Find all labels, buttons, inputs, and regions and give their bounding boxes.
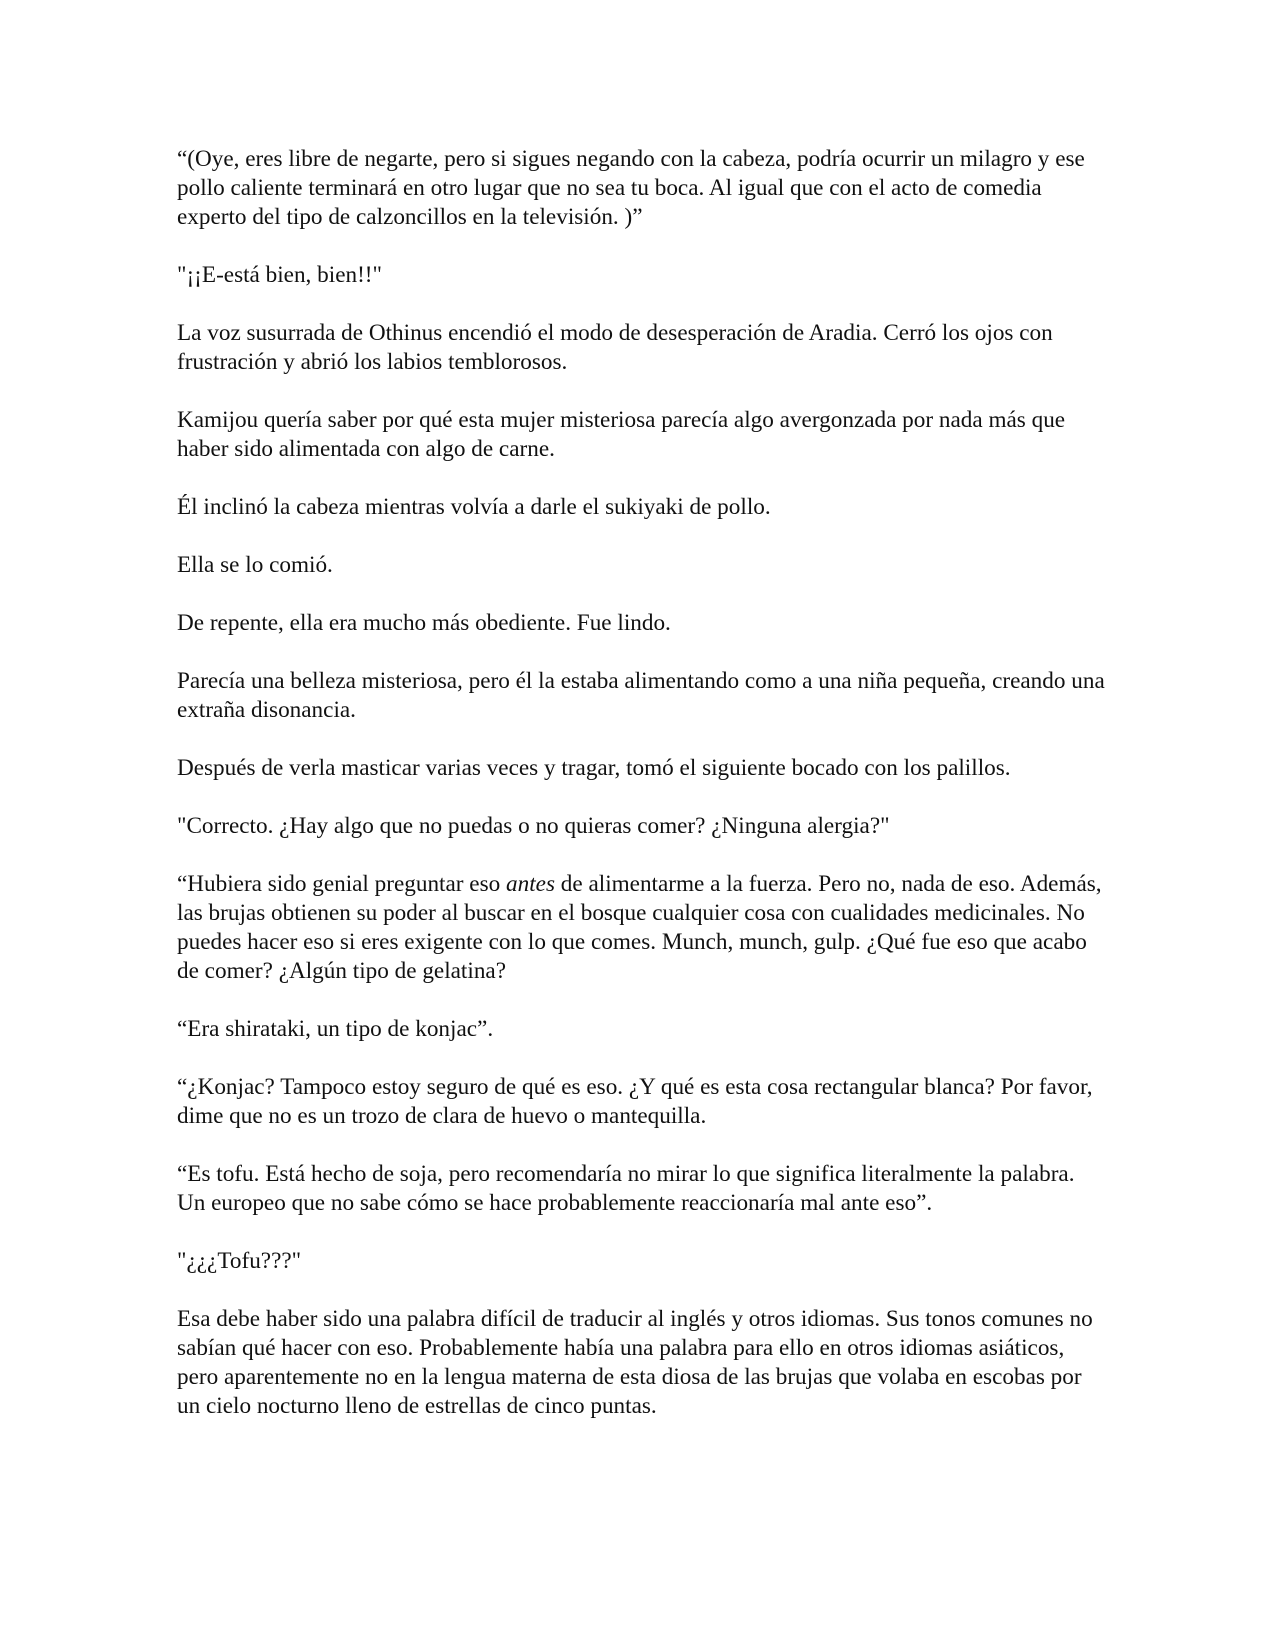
paragraph-1: “(Oye, eres libre de negarte, pero si sigues negando con la cabeza, podría ocurrir un milagro y ese pollo caliente terminará en otro lugar que no sea tu boca. Al igual que con el acto de comedia experto del tipo de calzoncillos en la televisión. )” (177, 146, 1085, 230)
paragraph-13: “¿Konjac? Tampoco estoy seguro de qué es eso. ¿Y qué es esta cosa rectangular blanca? Por favor, dime que no es un trozo de clara de huevo o mantequilla. (177, 1074, 1093, 1129)
paragraph-12: “Era shirataki, un tipo de konjac”. (177, 1016, 494, 1042)
paragraph-7: De repente, ella era mucho más obediente. Fue lindo. (177, 610, 671, 636)
paragraph-5: Él inclinó la cabeza mientras volvía a darle el sukiyaki de pollo. (177, 494, 771, 520)
paragraph-2: "¡¡E-está bien, bien!!" (177, 262, 382, 288)
paragraph-4: Kamijou quería saber por qué esta mujer misteriosa parecía algo avergonzada por nada más que haber sido alimentada con algo de carne. (177, 407, 1066, 462)
paragraph-15: "¿¿¿Tofu???" (177, 1248, 302, 1274)
paragraph-14: “Es tofu. Está hecho de soja, pero recomendaría no mirar lo que significa literalmente la palabra. Un europeo que no sabe cómo se hace probablemente reaccionaría mal ante eso”. (177, 1161, 1075, 1216)
paragraph-11-end: de alimentarme a la fuerza. Pero no, nada de eso. Además, las brujas obtienen su poder al buscar en el bosque cualquier cosa con cualidades medicinales. No puedes hacer eso si eres exigente con lo que comes. Munch, munch, gulp. ¿Qué fue eso que acabo de comer? ¿Algún tipo de gelatina? (177, 871, 1102, 984)
paragraph-3: La voz susurrada de Othinus encendió el modo de desesperación de Aradia. Cerró los ojos con frustración y abrió los labios temblorosos. (177, 320, 1053, 375)
paragraph-16: Esa debe haber sido una palabra difícil de traducir al inglés y otros idiomas. Sus tonos comunes no sabían qué hacer con eso. Probablemente había una palabra para ello en otros idiomas asiáticos, pero aparentemente no en la lengua materna de esta diosa de las brujas que volaba en escobas por un cielo nocturno lleno de estrellas de cinco puntas. (177, 1306, 1093, 1419)
paragraph-8: Parecía una belleza misteriosa, pero él la estaba alimentando como a una niña pequeña, creando una extraña disonancia. (177, 668, 1105, 723)
paragraph-10: "Correcto. ¿Hay algo que no puedas o no quieras comer? ¿Ninguna alergia?" (177, 813, 890, 839)
paragraph-6: Ella se lo comió. (177, 552, 333, 578)
paragraph-9: Después de verla masticar varias veces y tragar, tomó el siguiente bocado con los palillos. (177, 755, 1011, 781)
paragraph-11-start: “Hubiera sido genial preguntar eso (177, 871, 507, 897)
paragraph-11-italic: antes (506, 871, 555, 897)
paragraph-11 (177, 870, 1107, 986)
document-body (177, 145, 1107, 1450)
